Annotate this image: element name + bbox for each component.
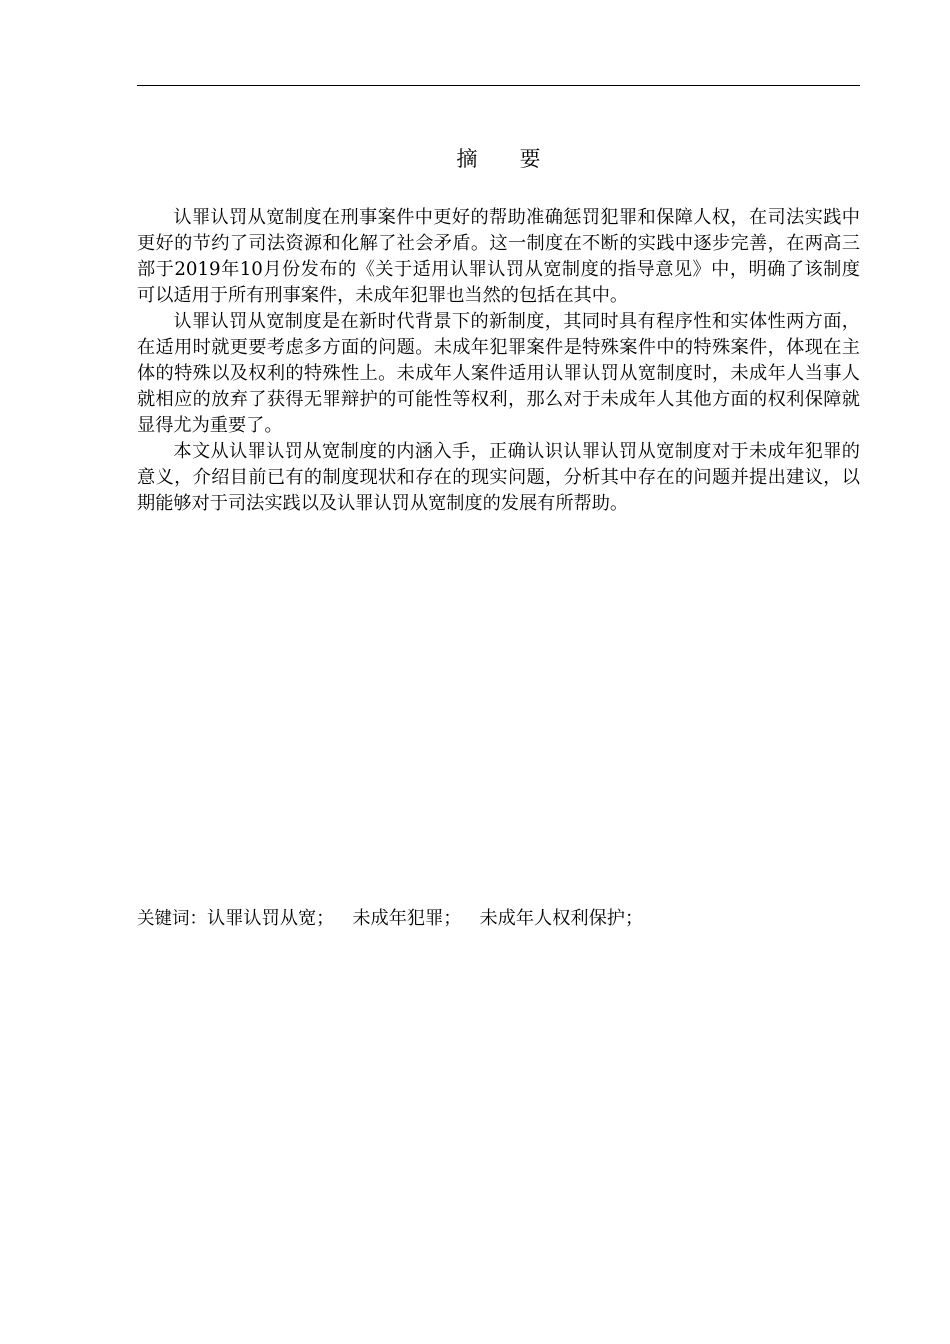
abstract-title xyxy=(137,143,860,175)
title-char-1: 摘 xyxy=(456,147,478,171)
keyword-item-1: 认罪认罚从宽； xyxy=(207,908,335,929)
abstract-paragraph-3: 本文从认罪认罚从宽制度的内涵入手，正确认识认罪认罚从宽制度对于未成年犯罪的意义，介绍目前已有的制度现状和存在的现实问题，分析其中存在的问题并提出建议，以期能够对于司法实践以及认罪认罚从宽制度的发展有所帮助。 xyxy=(137,441,860,514)
keyword-item-2: 未成年犯罪； xyxy=(352,908,462,929)
abstract-paragraph-2: 认罪认罚从宽制度是在新时代背景下的新制度，其同时具有程序性和实体性两方面，在适用时就更要考虑多方面的问题。未成年犯罪案件是特殊案件中的特殊案件，体现在主体的特殊以及权利的特殊性上。未成年人案件适用认罪认罚从宽制度时，未成年人当事人就相应的放弃了获得无罪辩护的可能性等权利，那么对于未成年人其他方面的权利保障就显得尤为重要了。 xyxy=(137,311,860,436)
keywords-line xyxy=(137,906,860,932)
abstract-body xyxy=(137,205,860,517)
keywords-label: 关键词： xyxy=(137,909,207,929)
abstract-paragraph-1: 认罪认罚从宽制度在刑事案件中更好的帮助准确惩罚犯罪和保障人权，在司法实践中更好的节约了司法资源和化解了社会矛盾。这一制度在不断的实践中逐步完善，在两高三部于2019年10月份发布的《关于适用认罪认罚从宽制度的指导意见》中，明确了该制度可以适用于所有刑事案件，未成年犯罪也当然的包括在其中。 xyxy=(137,207,860,306)
keyword-item-3: 未成年人权利保护； xyxy=(479,908,644,929)
header-rule xyxy=(137,85,860,86)
title-char-2: 要 xyxy=(519,147,541,171)
